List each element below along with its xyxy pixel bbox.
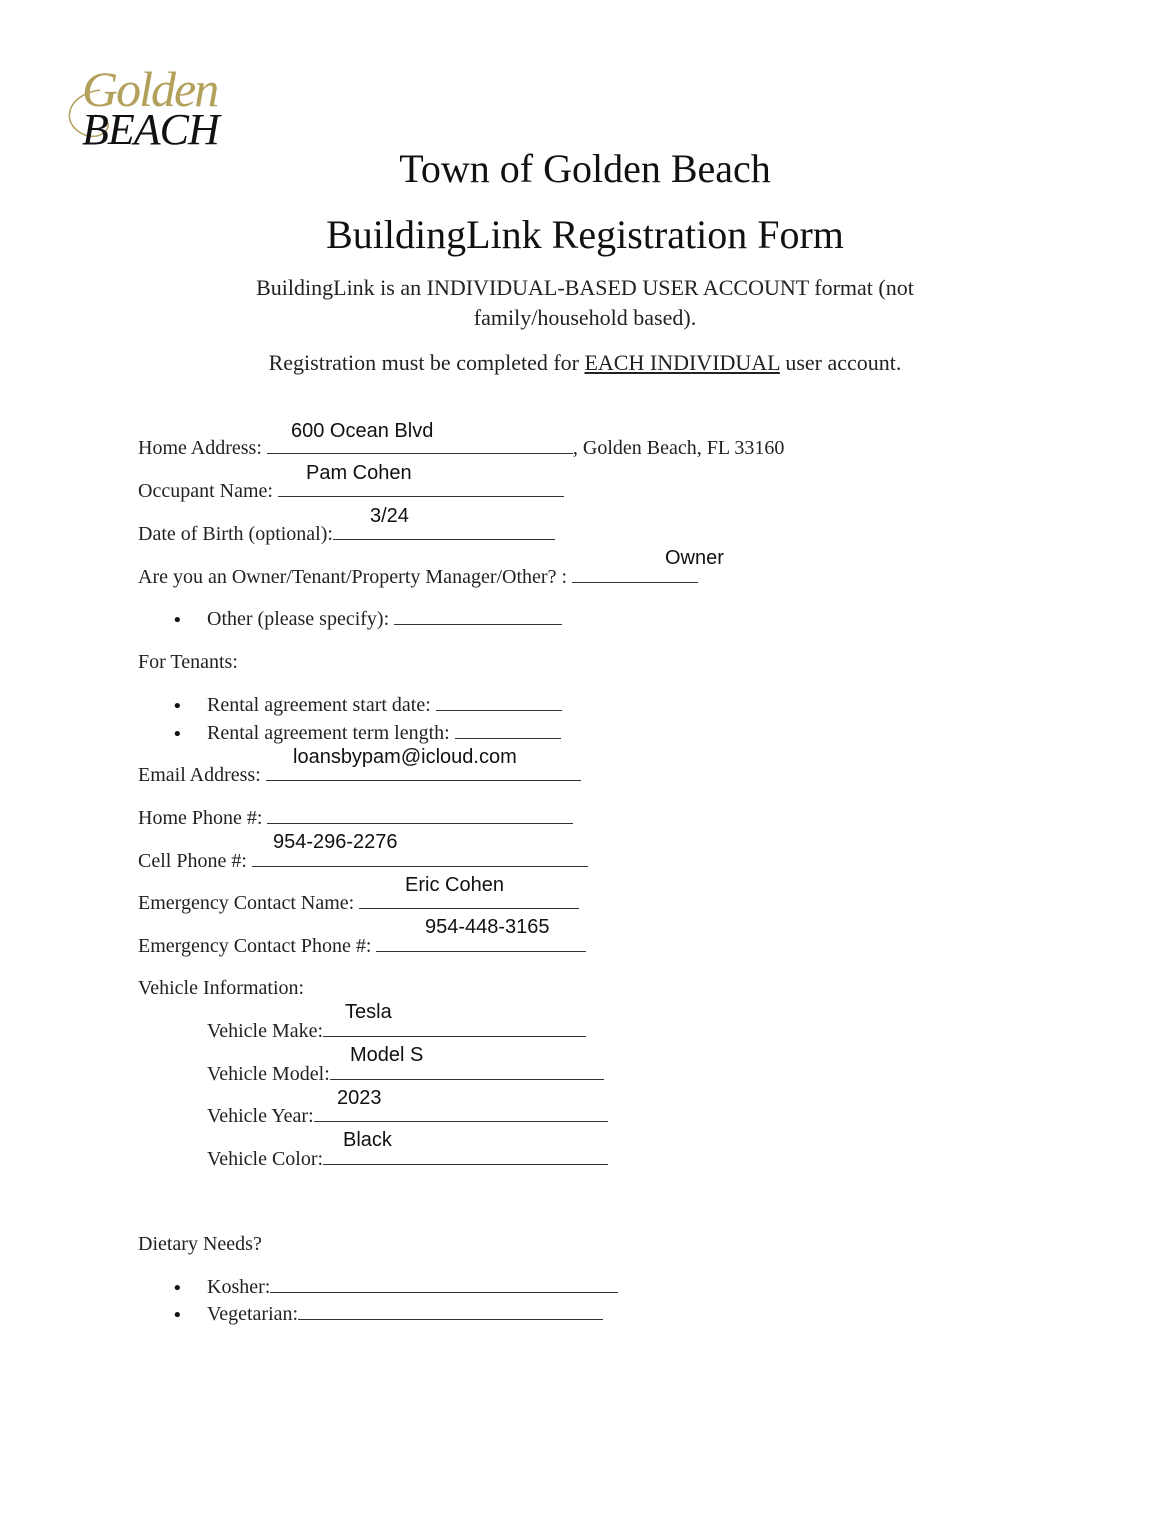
vehicle-color-value[interactable]: Black [343,1129,392,1151]
date-of-birth-field[interactable] [333,523,555,540]
bullet-icon: • [172,1278,183,1299]
role-row [138,566,698,589]
notice-emphasis: EACH INDIVIDUAL [584,350,780,375]
cell-phone-label: Cell Phone #: [138,850,252,872]
rental-start-label: Rental agreement start date: [207,694,436,716]
emergency-name-value[interactable]: Eric Cohen [405,874,504,896]
emergency-phone-label: Emergency Contact Phone #: [138,935,377,957]
vegetarian-row [207,1303,603,1326]
page-title: Town of Golden Beach [399,146,771,191]
other-specify-field[interactable] [394,608,562,625]
vegetarian-label: Vegetarian: [207,1303,299,1325]
kosher-label: Kosher: [207,1276,271,1298]
date-of-birth-value[interactable]: 3/24 [370,505,409,527]
role-label: Are you an Owner/Tenant/Property Manager/Other? : [138,566,573,588]
other-specify-label: Other (please specify): [207,608,395,630]
vehicle-year-row [207,1105,608,1128]
home-phone-label: Home Phone #: [138,807,268,829]
rental-term-label: Rental agreement term length: [207,722,455,744]
vehicle-year-label: Vehicle Year: [207,1105,314,1127]
home-address-value[interactable]: 600 Ocean Blvd [291,420,434,442]
registration-notice [0,348,1170,378]
vehicle-year-value[interactable]: 2023 [337,1087,382,1109]
vehicle-color-row [207,1148,608,1171]
home-phone-row [138,807,573,830]
home-address-suffix: , Golden Beach, FL 33160 [572,437,785,459]
golden-beach-logo [60,60,240,155]
role-value[interactable]: Owner [665,547,724,569]
home-address-label: Home Address: [138,437,267,459]
date-of-birth-row [138,523,555,546]
emergency-name-label: Emergency Contact Name: [138,892,360,914]
rental-term-field[interactable] [455,722,561,739]
email-label: Email Address: [138,764,266,786]
logo-golden-text: Golden [82,61,218,117]
vehicle-color-label: Vehicle Color: [207,1148,324,1170]
dietary-heading: Dietary Needs? [138,1233,262,1255]
rental-start-field[interactable] [436,694,562,711]
vehicle-make-row [207,1020,586,1043]
home-address-row [138,437,784,460]
bullet-icon: • [172,696,183,717]
notice-suffix: user account. [779,350,902,375]
logo-beach-text: BEACH [82,105,219,154]
intro-line-2: family/household based). [473,305,697,330]
vehicle-model-value[interactable]: Model S [350,1044,424,1066]
vehicle-make-label: Vehicle Make: [207,1020,324,1042]
notice-prefix: Registration must be completed for [268,350,585,375]
kosher-field[interactable] [270,1276,618,1293]
form-title: BuildingLink Registration Form [326,212,844,257]
intro-line-1: BuildingLink is an INDIVIDUAL-BASED USER ACCOUNT format (not [256,275,914,300]
tenants-heading: For Tenants: [138,651,238,673]
cell-phone-value[interactable]: 954-296-2276 [273,831,398,853]
kosher-row [207,1276,618,1299]
rental-start-row [207,694,562,717]
email-value[interactable]: loansbypam@icloud.com [293,746,517,768]
vegetarian-field[interactable] [298,1303,603,1320]
home-phone-field[interactable] [267,807,573,824]
bullet-icon: • [172,610,183,631]
rental-term-row [207,722,561,745]
occupant-name-value[interactable]: Pam Cohen [306,462,412,484]
bullet-icon: • [172,724,183,745]
vehicle-model-label: Vehicle Model: [207,1063,330,1085]
vehicle-make-value[interactable]: Tesla [345,1001,392,1023]
vehicle-heading: Vehicle Information: [138,977,305,999]
date-of-birth-label: Date of Birth (optional): [138,523,333,545]
emergency-phone-value[interactable]: 954-448-3165 [425,916,550,938]
occupant-name-label: Occupant Name: [138,480,278,502]
other-specify-row [207,608,562,631]
emergency-name-row [138,892,579,915]
bullet-icon: • [172,1305,183,1326]
